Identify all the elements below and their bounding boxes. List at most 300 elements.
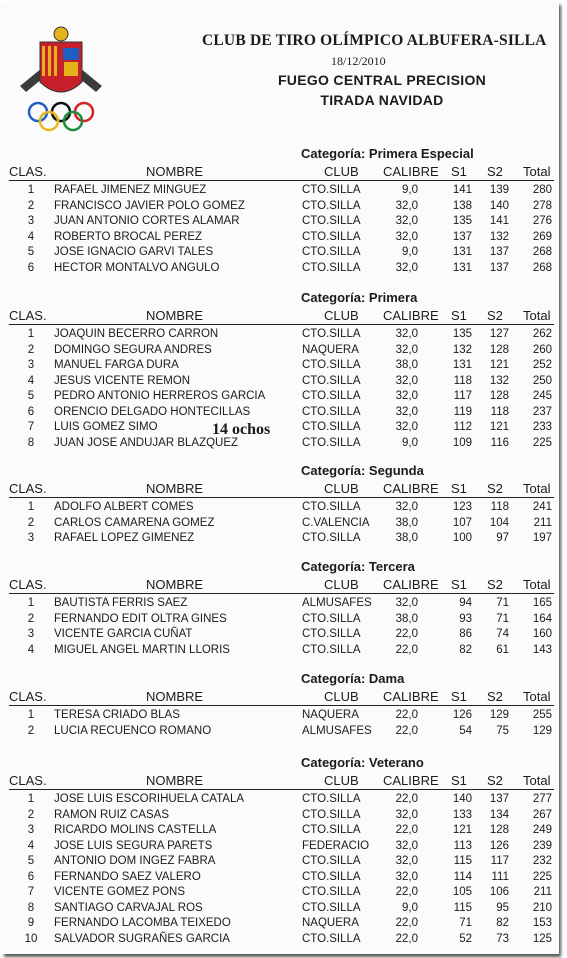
cell-nombre: RAFAEL LOPEZ GIMENEZ <box>54 532 195 544</box>
cell-calibre: 32,0 <box>395 808 418 821</box>
column-header-total: Total <box>523 689 551 704</box>
cell-calibre: 9,0 <box>402 436 418 449</box>
result-row <box>2 375 559 391</box>
cell-calibre: 22,0 <box>395 917 418 929</box>
cell-clas: 7 <box>27 886 35 898</box>
cell-total: 197 <box>532 532 552 544</box>
cell-club: CTO.SILLA <box>302 643 361 656</box>
cell-total: 280 <box>532 184 552 196</box>
result-row <box>2 501 559 517</box>
cell-nombre: VICENTE GOMEZ PONS <box>54 886 185 898</box>
cell-calibre: 38,0 <box>395 532 418 544</box>
cell-s2: 140 <box>489 199 509 212</box>
cell-total: 241 <box>532 501 552 513</box>
result-row <box>2 437 559 453</box>
cell-nombre: ANTONIO DOM INGEZ FABRA <box>54 855 216 867</box>
cell-clas: 2 <box>27 724 35 737</box>
column-header-clas: CLAS. <box>9 577 47 592</box>
cell-clas: 5 <box>27 390 35 402</box>
column-header-s2: S2 <box>487 481 503 496</box>
column-header-s1: S1 <box>451 773 467 788</box>
result-row <box>2 933 559 949</box>
cell-s1: 117 <box>453 390 472 402</box>
result-row <box>2 902 559 918</box>
cell-calibre: 22,0 <box>395 628 418 640</box>
cell-club: CTO.SILLA <box>302 374 361 387</box>
cell-club: CTO.SILLA <box>302 230 361 243</box>
result-row <box>2 886 559 902</box>
cell-total: 211 <box>533 516 552 529</box>
cell-clas: 2 <box>27 199 35 212</box>
result-row <box>2 824 559 840</box>
cell-nombre: LUIS GOMEZ SIMO <box>54 421 158 433</box>
column-header-calibre: CALIBRE <box>383 481 439 496</box>
column-header-nombre: NOMBRE <box>146 773 204 788</box>
cell-s2: 129 <box>489 709 509 721</box>
result-row <box>2 344 559 360</box>
cell-nombre: SANTIAGO CARVAJAL ROS <box>54 901 203 914</box>
cell-total: 153 <box>532 917 552 929</box>
cell-s1: 109 <box>452 436 472 449</box>
column-header-total: Total <box>523 164 551 179</box>
club-title: CLUB DE TIRO OLÍMPICO ALBUFERA-SILLA <box>202 32 547 49</box>
cell-clas: 6 <box>27 405 35 418</box>
column-header-s1: S1 <box>451 164 467 179</box>
column-header-clas: CLAS. <box>9 164 47 179</box>
cell-total: 211 <box>533 886 552 898</box>
result-row <box>2 793 559 809</box>
cell-s1: 94 <box>459 597 472 609</box>
cell-club: NAQUERA <box>302 709 359 721</box>
column-header-row <box>2 689 559 705</box>
result-row <box>2 644 559 660</box>
column-header-row <box>2 308 559 324</box>
cell-clas: 3 <box>27 532 35 544</box>
event-subtitle: TIRADA NAVIDAD <box>320 92 444 108</box>
cell-clas: 1 <box>27 501 35 513</box>
column-header-total: Total <box>523 481 551 496</box>
cell-clas: 4 <box>27 643 35 656</box>
cell-s2: 106 <box>489 886 509 898</box>
cell-club: CTO.SILLA <box>302 261 361 274</box>
column-header-nombre: NOMBRE <box>146 308 204 323</box>
cell-calibre: 32,0 <box>395 230 418 243</box>
category-heading: Categoría: Segunda <box>301 463 424 478</box>
cell-s1: 137 <box>452 230 472 243</box>
result-row <box>2 809 559 825</box>
cell-club: CTO.SILLA <box>302 886 361 898</box>
column-header-s1: S1 <box>451 689 467 704</box>
column-header-club: CLUB <box>324 308 359 323</box>
cell-s2: 61 <box>496 643 509 656</box>
result-row <box>2 421 559 437</box>
cell-total: 276 <box>532 215 552 227</box>
cell-nombre: VICENTE GARCIA CUÑAT <box>54 628 193 640</box>
cell-nombre: JOSE LUIS SEGURA PARETS <box>54 839 213 852</box>
cell-club: ALMUSAFES <box>302 597 372 609</box>
cell-clas: 5 <box>27 855 35 867</box>
cell-club: CTO.SILLA <box>302 808 361 821</box>
cell-s2: 111 <box>491 870 509 883</box>
cell-clas: 1 <box>27 597 35 609</box>
column-header-s2: S2 <box>487 577 503 592</box>
cell-total: 262 <box>532 328 552 340</box>
cell-s2: 127 <box>489 328 509 340</box>
cell-clas: 3 <box>27 824 35 836</box>
cell-s1: 82 <box>459 643 472 656</box>
cell-total: 245 <box>532 390 552 402</box>
cell-club: CTO.SILLA <box>302 215 361 227</box>
column-header-s1: S1 <box>451 577 467 592</box>
result-row <box>2 840 559 856</box>
cell-club: CTO.SILLA <box>302 390 361 402</box>
cell-s2: 118 <box>490 501 509 513</box>
cell-club: CTO.SILLA <box>302 532 361 544</box>
result-row <box>2 184 559 200</box>
cell-calibre: 38,0 <box>395 612 418 625</box>
column-header-clas: CLAS. <box>9 481 47 496</box>
cell-nombre: BAUTISTA FERRIS SAEZ <box>54 597 188 609</box>
category-heading: Categoría: Primera Especial <box>301 146 474 161</box>
cell-total: 160 <box>532 628 552 640</box>
cell-club: CTO.SILLA <box>302 246 361 258</box>
cell-calibre: 32,0 <box>395 343 418 356</box>
cell-calibre: 32,0 <box>395 261 418 274</box>
event-date: 18/12/2010 <box>331 54 386 68</box>
column-header-total: Total <box>523 773 551 788</box>
result-row <box>2 532 559 548</box>
column-header-row <box>2 773 559 789</box>
cell-s1: 100 <box>452 532 472 544</box>
cell-clas: 10 <box>24 932 38 945</box>
cell-total: 249 <box>532 824 552 836</box>
cell-calibre: 32,0 <box>395 215 418 227</box>
cell-calibre: 32,0 <box>395 855 418 867</box>
cell-calibre: 32,0 <box>395 390 418 402</box>
cell-club: CTO.SILLA <box>302 932 361 945</box>
cell-clas: 1 <box>27 184 35 196</box>
header-rule <box>9 180 554 181</box>
cell-club: C.VALENCIA <box>302 516 370 529</box>
cell-calibre: 32,0 <box>395 405 418 418</box>
cell-s1: 93 <box>459 612 472 625</box>
category-heading: Categoría: Primera <box>301 290 418 305</box>
cell-nombre: LUCIA RECUENCO ROMANO <box>54 724 212 737</box>
cell-total: 260 <box>532 343 552 356</box>
column-header-club: CLUB <box>324 481 359 496</box>
cell-total: 165 <box>532 597 552 609</box>
cell-total: 239 <box>532 839 552 852</box>
cell-s2: 95 <box>496 901 509 914</box>
cell-total: 129 <box>532 724 552 737</box>
category-heading: Categoría: Dama <box>301 671 405 686</box>
cell-calibre: 32,0 <box>395 421 418 433</box>
column-header-nombre: NOMBRE <box>146 689 204 704</box>
cell-calibre: 32,0 <box>395 501 418 513</box>
cell-club: CTO.SILLA <box>302 436 361 449</box>
cell-s2: 73 <box>496 932 509 945</box>
cell-calibre: 22,0 <box>395 932 418 945</box>
cell-nombre: ADOLFO ALBERT COMES <box>54 501 194 513</box>
cell-s1: 131 <box>452 246 472 258</box>
column-header-total: Total <box>523 577 551 592</box>
result-row <box>2 855 559 871</box>
cell-clas: 4 <box>27 374 35 387</box>
cell-clas: 3 <box>27 628 35 640</box>
cell-s1: 105 <box>452 886 472 898</box>
result-row <box>2 917 559 933</box>
cell-nombre: JESUS VICENTE REMON <box>54 374 191 387</box>
cell-nombre: RAFAEL JIMENEZ MINGUEZ <box>54 184 207 196</box>
cell-total: 268 <box>532 246 552 258</box>
cell-s2: 116 <box>490 436 509 449</box>
cell-clas: 7 <box>27 421 35 433</box>
cell-s1: 132 <box>452 343 472 356</box>
cell-s1: 135 <box>452 215 472 227</box>
column-header-s2: S2 <box>487 164 503 179</box>
cell-total: 143 <box>532 643 552 656</box>
cell-nombre: FERNANDO LACOMBA TEIXEDO <box>54 917 231 929</box>
cell-s2: 82 <box>496 917 509 929</box>
cell-s1: 115 <box>453 901 472 914</box>
club-crest-logo <box>12 16 110 144</box>
cell-clas: 8 <box>27 901 35 914</box>
cell-s1: 121 <box>452 824 472 836</box>
result-row <box>2 359 559 375</box>
cell-calibre: 32,0 <box>395 199 418 212</box>
cell-s2: 128 <box>489 343 509 356</box>
cell-nombre: FERNANDO SAEZ VALERO <box>54 870 201 883</box>
cell-s2: 128 <box>489 390 509 402</box>
cell-s1: 115 <box>453 855 472 867</box>
cell-total: 250 <box>532 374 552 387</box>
cell-club: CTO.SILLA <box>302 184 361 196</box>
cell-total: 267 <box>532 808 552 821</box>
header-rule <box>9 789 554 790</box>
result-row <box>2 613 559 629</box>
cell-total: 225 <box>532 436 552 449</box>
cell-club: FEDERACIO <box>302 839 370 852</box>
cell-s2: 71 <box>496 612 509 625</box>
cell-total: 210 <box>532 901 552 914</box>
result-row <box>2 406 559 422</box>
cell-club: CTO.SILLA <box>302 328 361 340</box>
cell-total: 125 <box>532 932 552 945</box>
result-row <box>2 200 559 216</box>
cell-nombre: MANUEL FARGA DURA <box>54 359 179 371</box>
cell-club: CTO.SILLA <box>302 870 361 883</box>
column-header-row <box>2 481 559 497</box>
column-header-calibre: CALIBRE <box>383 773 439 788</box>
cell-s1: 86 <box>459 628 472 640</box>
cell-clas: 9 <box>27 917 35 929</box>
cell-s2: 74 <box>496 628 509 640</box>
cell-s1: 126 <box>452 709 472 721</box>
cell-total: 278 <box>532 199 552 212</box>
cell-s2: 132 <box>489 374 509 387</box>
cell-clas: 3 <box>27 215 35 227</box>
cell-club: NAQUERA <box>302 343 359 356</box>
results-sheet <box>2 2 559 954</box>
cell-s2: 141 <box>489 215 509 227</box>
cell-s1: 54 <box>459 724 472 737</box>
cell-club: CTO.SILLA <box>302 628 361 640</box>
cell-s2: 137 <box>489 261 509 274</box>
cell-nombre: HECTOR MONTALVO ANGULO <box>54 261 220 274</box>
cell-calibre: 38,0 <box>395 516 418 529</box>
cell-calibre: 22,0 <box>395 824 418 836</box>
column-header-nombre: NOMBRE <box>146 577 204 592</box>
cell-s1: 131 <box>452 359 472 371</box>
cell-s1: 131 <box>452 261 472 274</box>
cell-clas: 6 <box>27 870 35 883</box>
cell-clas: 2 <box>27 808 35 821</box>
result-row <box>2 517 559 533</box>
column-header-club: CLUB <box>324 689 359 704</box>
cell-nombre: MIGUEL ANGEL MARTIN LLORIS <box>54 643 230 656</box>
cell-nombre: JOSE LUIS ESCORIHUELA CATALA <box>54 793 245 805</box>
column-header-nombre: NOMBRE <box>146 164 204 179</box>
column-header-row <box>2 164 559 180</box>
category-heading: Categoría: Tercera <box>301 559 415 574</box>
cell-s2: 132 <box>489 230 509 243</box>
cell-club: CTO.SILLA <box>302 793 361 805</box>
cell-club: CTO.SILLA <box>302 612 361 625</box>
cell-calibre: 32,0 <box>395 374 418 387</box>
cell-clas: 1 <box>27 709 35 721</box>
cell-nombre: JUAN JOSE ANDUJAR BLAZQUEZ <box>54 436 239 449</box>
cell-s1: 119 <box>453 405 472 418</box>
cell-calibre: 22,0 <box>395 886 418 898</box>
cell-nombre: CARLOS CAMARENA GOMEZ <box>54 516 215 529</box>
cell-calibre: 22,0 <box>395 724 418 737</box>
cell-nombre: PEDRO ANTONIO HERREROS GARCIA <box>54 390 266 402</box>
cell-s1: 135 <box>452 328 472 340</box>
cell-nombre: RAMON RUIZ CASAS <box>54 808 170 821</box>
cell-clas: 5 <box>27 246 35 258</box>
column-header-s1: S1 <box>451 481 467 496</box>
event-title: FUEGO CENTRAL PRECISION <box>277 72 487 88</box>
cell-clas: 4 <box>27 839 35 852</box>
result-row <box>2 725 559 741</box>
cell-nombre: JOAQUIN BECERRO CARRON <box>54 328 219 340</box>
cell-nombre: DOMINGO SEGURA ANDRES <box>54 343 212 356</box>
cell-clas: 1 <box>27 328 35 340</box>
cell-s1: 133 <box>452 808 472 821</box>
cell-nombre: JOSE IGNACIO GARVI TALES <box>54 246 214 258</box>
cell-s2: 139 <box>489 184 509 196</box>
cell-club: CTO.SILLA <box>302 359 361 371</box>
cell-total: 269 <box>532 230 552 243</box>
column-header-s2: S2 <box>487 308 503 323</box>
cell-calibre: 32,0 <box>395 870 418 883</box>
cell-s1: 52 <box>459 932 472 945</box>
column-header-nombre: NOMBRE <box>146 481 204 496</box>
cell-calibre: 38,0 <box>395 359 418 371</box>
cell-club: CTO.SILLA <box>302 855 361 867</box>
cell-calibre: 32,0 <box>395 597 418 609</box>
result-row <box>2 262 559 278</box>
cell-s1: 141 <box>452 184 472 196</box>
column-header-calibre: CALIBRE <box>383 164 439 179</box>
column-header-clas: CLAS. <box>9 689 47 704</box>
column-header-club: CLUB <box>324 773 359 788</box>
cell-s2: 97 <box>496 532 509 544</box>
cell-club: CTO.SILLA <box>302 501 361 513</box>
cell-calibre: 32,0 <box>395 839 418 852</box>
cell-total: 255 <box>532 709 552 721</box>
cell-s1: 140 <box>452 793 472 805</box>
header-rule <box>9 705 554 706</box>
cell-clas: 2 <box>27 516 35 529</box>
cell-total: 268 <box>532 261 552 274</box>
cell-calibre: 22,0 <box>395 793 418 805</box>
cell-calibre: 32,0 <box>395 328 418 340</box>
cell-s2: 118 <box>490 405 509 418</box>
cell-s1: 107 <box>452 516 472 529</box>
result-row <box>2 871 559 887</box>
cell-clas: 2 <box>27 612 35 625</box>
column-header-calibre: CALIBRE <box>383 577 439 592</box>
result-row <box>2 328 559 344</box>
cell-club: CTO.SILLA <box>302 901 361 914</box>
cell-s2: 75 <box>496 724 509 737</box>
column-header-s1: S1 <box>451 308 467 323</box>
column-header-s2: S2 <box>487 773 503 788</box>
cell-s2: 137 <box>489 793 509 805</box>
result-row <box>2 246 559 262</box>
header-rule <box>9 497 554 498</box>
cell-total: 277 <box>532 793 552 805</box>
column-header-calibre: CALIBRE <box>383 689 439 704</box>
cell-calibre: 9,0 <box>402 246 418 258</box>
result-row <box>2 215 559 231</box>
cell-s2: 121 <box>489 421 509 433</box>
cell-club: CTO.SILLA <box>302 199 361 212</box>
cell-total: 225 <box>532 870 552 883</box>
cell-clas: 3 <box>27 359 35 371</box>
cell-clas: 1 <box>27 793 35 805</box>
column-header-club: CLUB <box>324 164 359 179</box>
cell-clas: 4 <box>27 230 35 243</box>
cell-s1: 123 <box>452 501 472 513</box>
header-rule <box>9 324 554 325</box>
column-header-total: Total <box>523 308 551 323</box>
header-rule <box>9 593 554 594</box>
cell-s2: 121 <box>489 359 509 371</box>
cell-s2: 128 <box>489 824 509 836</box>
cell-club: NAQUERA <box>302 917 359 929</box>
cell-club: CTO.SILLA <box>302 824 361 836</box>
cell-calibre: 9,0 <box>402 901 418 914</box>
cell-total: 233 <box>532 421 552 433</box>
category-heading: Categoría: Veterano <box>301 755 424 770</box>
cell-clas: 8 <box>27 436 35 449</box>
cell-s2: 137 <box>489 246 509 258</box>
cell-total: 232 <box>532 855 552 867</box>
cell-clas: 6 <box>27 261 35 274</box>
cell-nombre: RICARDO MOLINS CASTELLA <box>54 824 217 836</box>
cell-total: 252 <box>532 359 552 371</box>
cell-s2: 117 <box>490 855 509 867</box>
cell-clas: 2 <box>27 343 35 356</box>
cell-calibre: 22,0 <box>395 709 418 721</box>
cell-nombre: TERESA CRIADO BLAS <box>54 709 180 721</box>
cell-club: CTO.SILLA <box>302 421 361 433</box>
cell-s2: 104 <box>489 516 509 529</box>
cell-s1: 112 <box>453 421 472 433</box>
result-row <box>2 597 559 613</box>
